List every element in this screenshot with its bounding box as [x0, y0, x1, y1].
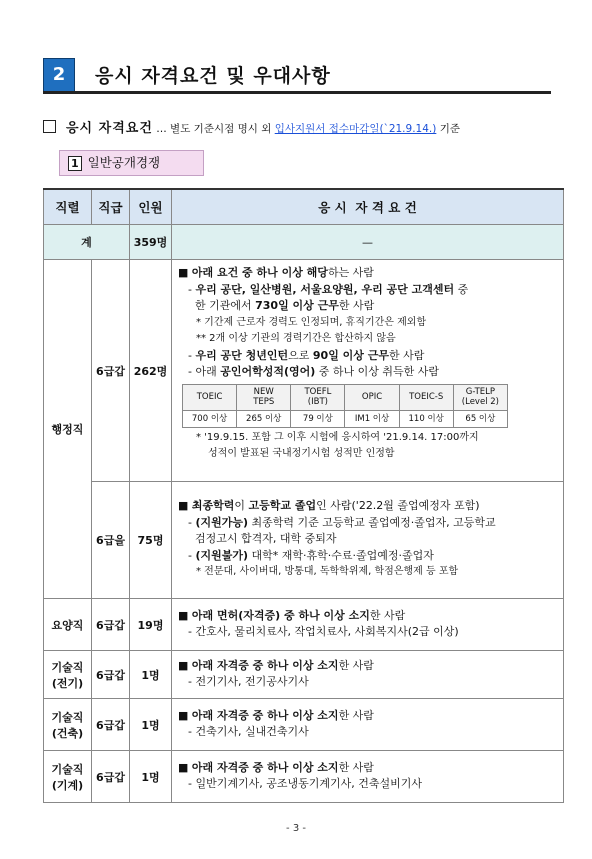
category-number: 1 — [68, 156, 82, 171]
score-value: IM1 이상 — [345, 410, 399, 427]
subsection-heading — [43, 117, 563, 136]
count-cell: 1명 — [130, 699, 172, 751]
req-line: ■ 아래 자격증 중 하나 이상 소지한 사람 — [178, 708, 374, 722]
total-row — [44, 225, 564, 260]
count-cell: 1명 — [130, 651, 172, 699]
score-value: 700 이상 — [183, 410, 237, 427]
category-label: 일반공개경쟁 — [87, 155, 161, 170]
series-cell: 기술직 (전기) — [44, 651, 92, 699]
req-line: - 우리 공단 청년인턴으로 90일 이상 근무한 사람 — [188, 348, 425, 362]
grade-cell: 6급갑 — [92, 260, 130, 482]
req-line: ■ 아래 자격증 중 하나 이상 소지한 사람 — [178, 658, 374, 672]
score-test: G-TELP (Level 2) — [453, 384, 507, 410]
total-count: 359명 — [130, 225, 172, 260]
req-line: ■ 아래 요건 중 하나 이상 해당하는 사람 — [178, 266, 374, 279]
category-tag — [59, 150, 204, 176]
table-row — [44, 751, 564, 803]
subsection-suffix: 기준 — [439, 123, 460, 135]
header-grade: 직급 — [92, 189, 130, 225]
total-req: — — [172, 225, 564, 260]
count-cell: 262명 — [130, 260, 172, 482]
subsection-note: … 별도 기준시점 명시 외 — [156, 123, 272, 135]
req-line: - 아래 공인어학성적(영어) 중 하나 이상 취득한 사람 — [188, 365, 440, 378]
table-row — [44, 651, 564, 699]
requirement-cell — [172, 599, 564, 651]
series-cell: 요양직 — [44, 599, 92, 651]
table-row — [44, 599, 564, 651]
req-line: ■ 아래 자격증 중 하나 이상 소지한 사람 — [178, 760, 374, 774]
score-test: OPIC — [345, 384, 399, 410]
table-header-row — [44, 189, 564, 225]
score-test: TOEIC-S — [399, 384, 453, 410]
req-line: 검정고시 합격자, 대학 중퇴자 — [195, 532, 337, 546]
section-header — [43, 58, 551, 92]
header-count: 인원 — [130, 189, 172, 225]
requirement-cell — [172, 260, 564, 482]
series-admin: 행정직 — [44, 260, 92, 599]
grade-cell: 6급갑 — [92, 651, 130, 699]
score-value: 265 이상 — [237, 410, 291, 427]
req-line: - 전기기사, 전기공사기사 — [188, 675, 309, 688]
req-line: ■ 최종학력이 고등학교 졸업인 사람('22.2월 졸업예정자 포함) — [178, 499, 480, 513]
req-note: ** 2개 이상 기관의 경력기간은 합산하지 않음 — [196, 333, 396, 344]
score-header-row — [183, 384, 508, 410]
score-value-row — [183, 410, 508, 427]
req-note: * 기간제 근로자 경력도 인정되며, 휴직기간은 제외함 — [196, 316, 427, 328]
table-row — [44, 699, 564, 751]
header-requirements: 응 시 자 격 요 건 — [172, 189, 564, 225]
section-rule — [43, 91, 551, 94]
table-row — [44, 260, 564, 482]
table-row — [44, 482, 564, 599]
score-test: NEW TEPS — [237, 384, 291, 410]
req-note: * '19.9.15. 포함 그 이후 시험에 응시하여 '21.9.14. 17:00까지 — [196, 431, 479, 443]
score-value: 110 이상 — [399, 410, 453, 427]
score-value: 79 이상 — [291, 410, 345, 427]
grade-cell: 6급갑 — [92, 751, 130, 803]
checkbox-square-icon — [43, 120, 56, 133]
requirement-cell — [172, 699, 564, 751]
req-line: - 우리 공단, 일산병원, 서울요양원, 우리 공단 고객센터 중 — [188, 282, 469, 296]
section-title: 응시 자격요건 및 우대사항 — [95, 65, 331, 87]
req-note: * 전문대, 사이버대, 방통대, 독학학위제, 학점은행제 등 포함 — [196, 566, 459, 578]
grade-cell: 6급갑 — [92, 599, 130, 651]
requirement-cell — [172, 651, 564, 699]
series-cell: 기술직 (기계) — [44, 751, 92, 803]
score-test: TOEFL (IBT) — [291, 384, 345, 410]
language-score-table — [182, 384, 508, 428]
req-line: - (지원가능) 최종학력 기준 고등학교 졸업예정·졸업자, 고등학교 — [188, 515, 496, 529]
count-cell: 1명 — [130, 751, 172, 803]
requirements-table — [43, 188, 564, 803]
page-number: - 3 - — [286, 823, 306, 834]
header-series: 직렬 — [44, 189, 92, 225]
req-line: - 일반기계기사, 공조냉동기계기사, 건축설비기사 — [188, 777, 422, 790]
series-cell: 기술직 (건축) — [44, 699, 92, 751]
score-value: 65 이상 — [453, 410, 507, 427]
requirement-cell — [172, 482, 564, 599]
subsection-title: 응시 자격요건 — [66, 121, 153, 136]
grade-cell: 6급을 — [92, 482, 130, 599]
count-cell: 19명 — [130, 599, 172, 651]
req-line: - 간호사, 물리치료사, 작업치료사, 사회복지사(2급 이상) — [188, 625, 459, 638]
count-cell: 75명 — [130, 482, 172, 599]
grade-cell: 6급갑 — [92, 699, 130, 751]
req-note: 성적이 발표된 국내정기시험 성적만 인정함 — [208, 448, 395, 459]
req-line: - 건축기사, 실내건축기사 — [188, 725, 309, 738]
total-label: 계 — [44, 225, 130, 260]
req-line: 한 기관에서 730일 이상 근무한 사람 — [195, 299, 375, 312]
req-line: - (지원불가) 대학* 재학·휴학·수료·졸업예정·졸업자 — [188, 548, 434, 562]
requirement-cell — [172, 751, 564, 803]
deadline-link[interactable]: 입사지원서 접수마감일(`21.9.14.) — [274, 123, 437, 135]
req-line: ■ 아래 면허(자격증) 중 하나 이상 소지한 사람 — [178, 608, 406, 622]
score-test: TOEIC — [183, 384, 237, 410]
section-number: 2 — [43, 58, 75, 92]
